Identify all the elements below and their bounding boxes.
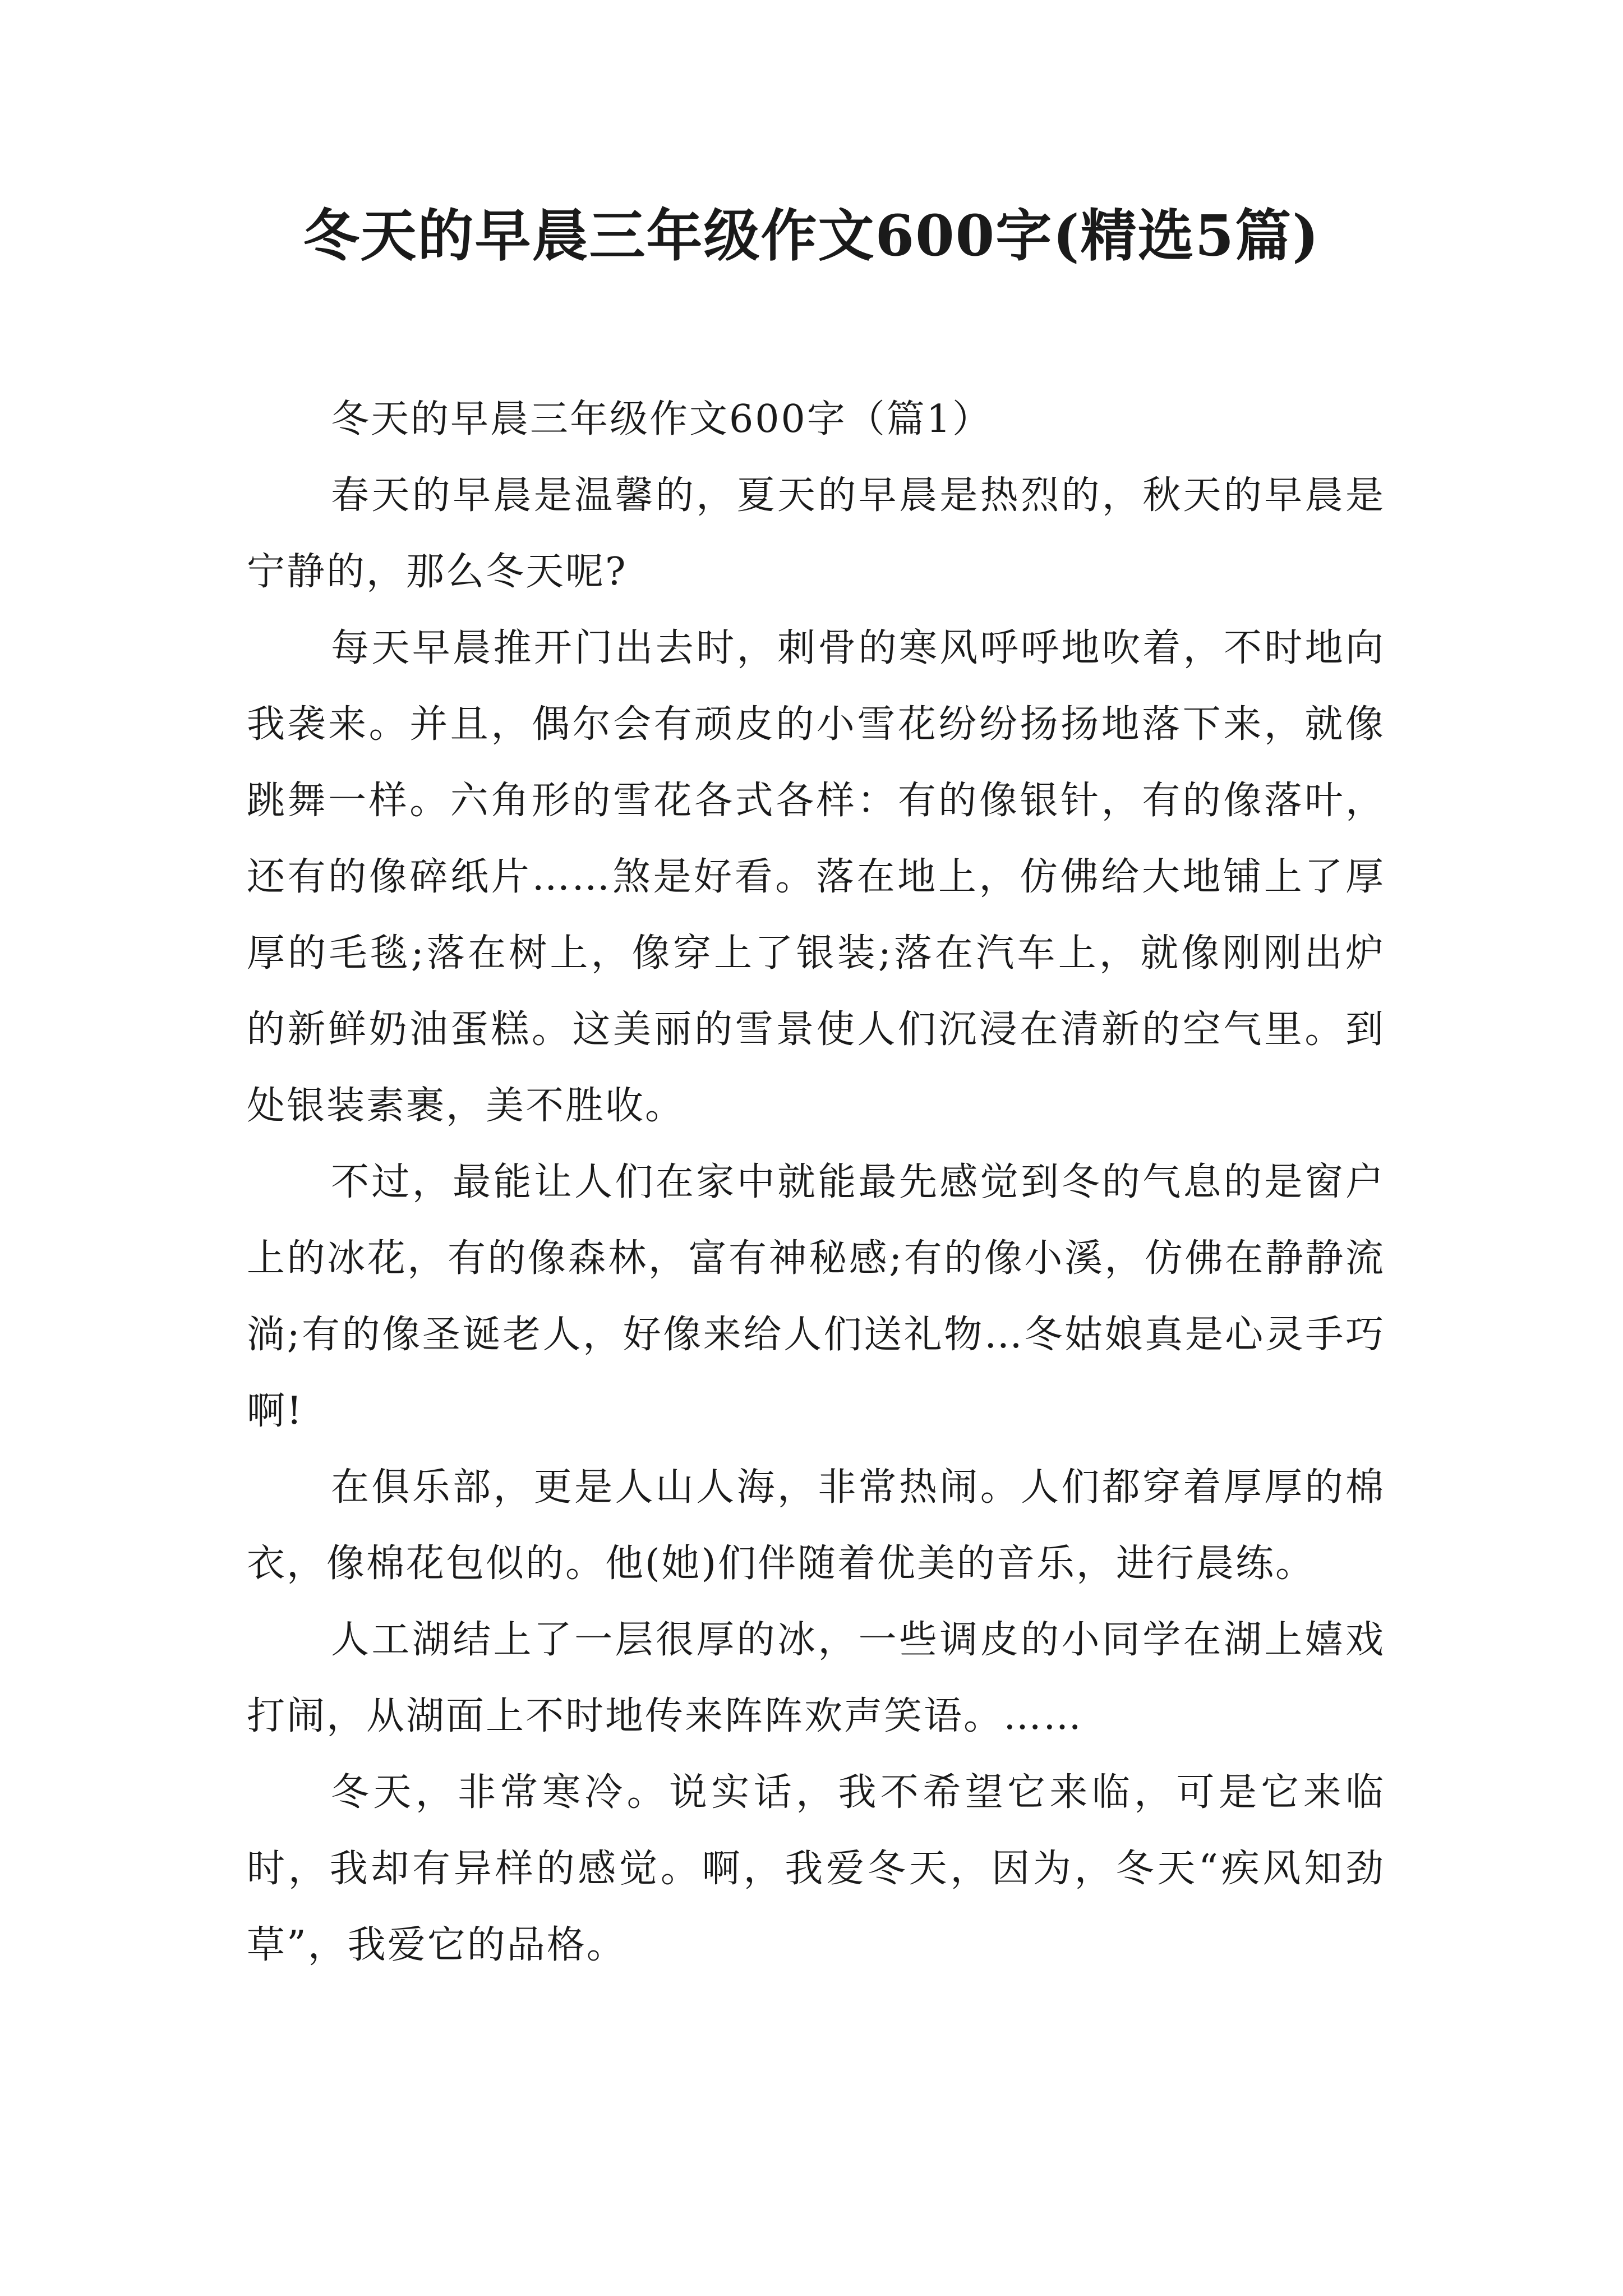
paragraph: 在俱乐部，更是人山人海，非常热闹。人们都穿着厚厚的棉衣，像棉花包似的。他(她)们伴随着优美的音乐，进行晨练。 — [247, 1465, 1385, 1586]
document-body — [247, 381, 1385, 1984]
paragraph: 冬天，非常寒冷。说实话，我不希望它来临，可是它来临时，我却有异样的感觉。啊，我爱冬天，因为，冬天“疾风知劲草”，我爱它的品格。 — [247, 1770, 1386, 1967]
paragraph: 春天的早晨是温馨的，夏天的早晨是热烈的，秋天的早晨是宁静的，那么冬天呢? — [247, 473, 1385, 594]
paragraph: 不过，最能让人们在家中就能最先感觉到冬的气息的是窗户上的冰花，有的像森林，富有神秘感;有的像小溪，仿佛在静静流淌;有的像圣诞老人，好像来给人们送礼物…冬姑娘真是心灵手巧啊! — [247, 1160, 1385, 1433]
paragraph: 每天早晨推开门出去时，刺骨的寒风呼呼地吹着，不时地向我袭来。并且，偶尔会有顽皮的小雪花纷纷扬扬地落下来，就像跳舞一样。六角形的雪花各式各样：有的像银针，有的像落叶，还有的像碎纸片……煞是好看。落在地上，仿佛给大地铺上了厚厚的毛毯;落在树上，像穿上了银装;落在汽车上，就像刚刚出炉的新鲜奶油蛋糕。这美丽的雪景使人们沉浸在清新的空气里。到处银装素裹，美不胜收。 — [247, 626, 1385, 1128]
section-heading: 冬天的早晨三年级作文600字（篇1） — [331, 397, 993, 441]
document-title: 冬天的早晨三年级作文600字(精选5篇) — [303, 203, 1320, 269]
paragraph: 人工湖结上了一层很厚的冰，一些调皮的小同学在湖上嬉戏打闹，从湖面上不时地传来阵阵欢声笑语。…… — [247, 1618, 1385, 1738]
